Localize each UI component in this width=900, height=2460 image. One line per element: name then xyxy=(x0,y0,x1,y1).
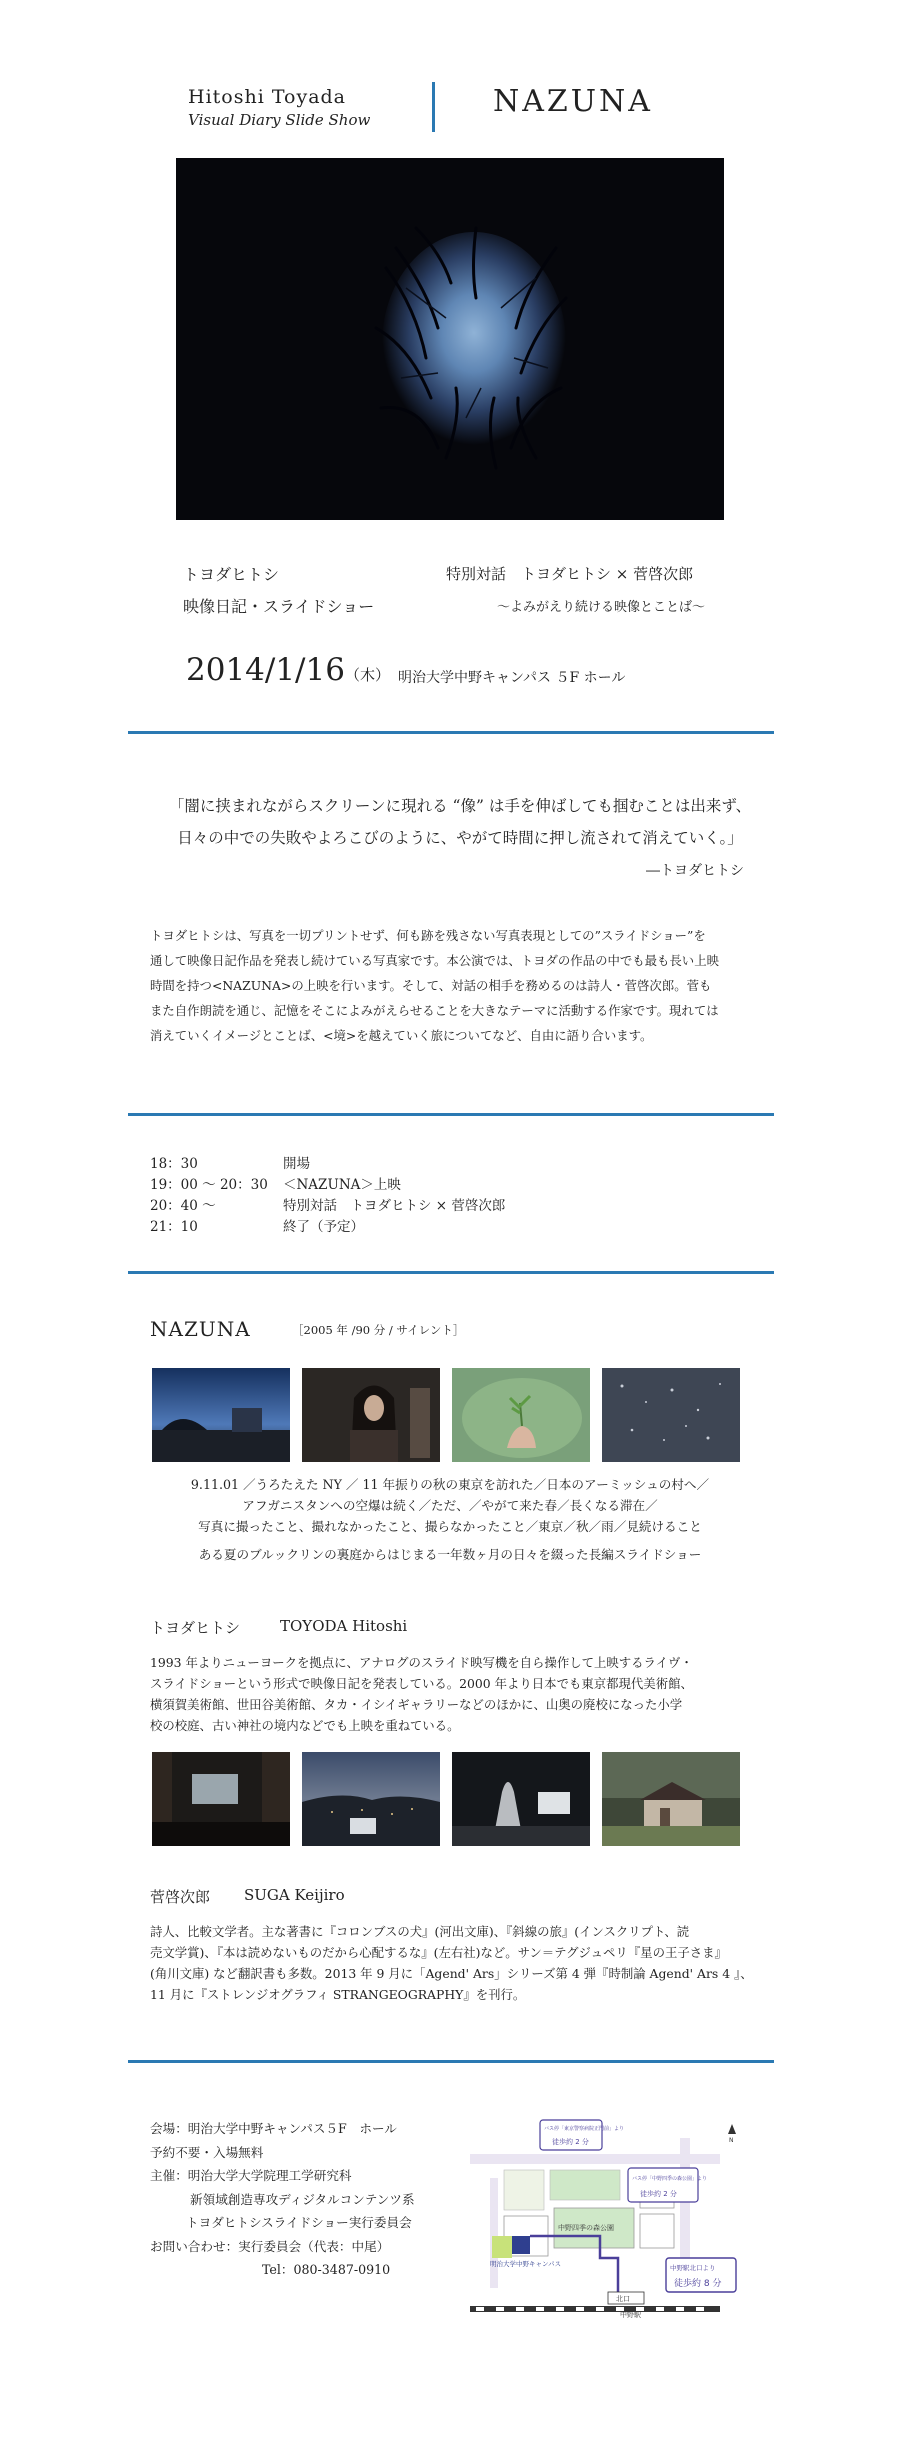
toyoda-bio-line: 校の校庭、古い神社の境内などでも上映を重ねている。 xyxy=(150,1718,460,1733)
info-organizer: 主催：明治大学大学院理工学研究科 xyxy=(150,2168,352,2183)
schedule-time: 20：40 ～ xyxy=(150,1198,216,1214)
quote-signature: ―トヨダヒトシ xyxy=(646,863,744,879)
divider-1 xyxy=(128,731,774,734)
info-contact: お問い合わせ：実行委員会（代表：中尾） xyxy=(150,2238,390,2254)
event-info xyxy=(150,2117,415,2282)
map-campus-label: 明治大学中野キャンパス xyxy=(490,2260,562,2268)
nazuna-caption xyxy=(150,1474,750,1537)
nazuna-caption-line: 写真に撮ったこと、撮れなかったこと、撮らなかったこと／東京／秋／雨／見続けること xyxy=(198,1519,702,1534)
event-weekday: （木） xyxy=(344,666,390,684)
info-organizer: 新領域創造専攻ディジタルコンテンツ系 xyxy=(190,2191,415,2207)
schedule-event: 終了（予定） xyxy=(283,1219,364,1235)
header-divider xyxy=(432,82,435,132)
nazuna-caption-line: 9.11.01 ／うろたえた NY ／ 11 年振りの秋の東京を訪れた／日本のアーミッシュの村へ／ xyxy=(190,1477,710,1492)
description-line: 時間を持つ<NAZUNA>の上映を行います。そして、対話の相手を務めるのは詩人・菅啓次郎。菅も xyxy=(150,978,712,993)
toyoda-photo-4 xyxy=(602,1752,740,1846)
toyoda-photo-schoolhouse xyxy=(602,1752,740,1846)
toyoda-photo-3 xyxy=(452,1752,590,1846)
intro-name-jp: トヨダヒトシ xyxy=(183,565,280,584)
event-date-value: 2014/1/16 xyxy=(186,652,345,688)
nazuna-photo-2 xyxy=(302,1368,440,1462)
map-station-label: 中野駅北口より xyxy=(670,2264,716,2272)
divider-3 xyxy=(128,1271,774,1274)
schedule-time: 18：30 xyxy=(150,1156,198,1172)
event-date xyxy=(186,652,390,688)
nazuna-photo-woman xyxy=(302,1368,440,1462)
header-title: NAZUNA xyxy=(493,84,653,119)
divider-2 xyxy=(128,1113,774,1116)
nazuna-photo-night-city xyxy=(152,1368,290,1462)
map-bus-walk-2: 徒歩約 2 分 xyxy=(640,2190,677,2198)
nazuna-photo-hand-plant xyxy=(452,1368,590,1462)
toyoda-bio-line: 横須賀美術館、世田谷美術館、タカ・イシイギャラリーなどのほかに、山奥の廃校になった小学 xyxy=(150,1697,683,1712)
toyoda-photo-1 xyxy=(152,1752,290,1846)
info-venue: 会場：明治大学中野キャンパス５F ホール xyxy=(150,2121,397,2136)
intro-slideshow-jp: 映像日記・スライドショー xyxy=(183,597,375,616)
map-exit-label: 北口 xyxy=(616,2295,630,2303)
schedule-time: 21：10 xyxy=(150,1219,198,1235)
map-north-label: N xyxy=(729,2137,734,2144)
suga-name-en: SUGA Keijiro xyxy=(244,1886,345,1904)
info-admission: 予約不要・入場無料 xyxy=(150,2144,264,2160)
intro-talk-label: 特別対話 トヨダヒトシ × 菅啓次郎 xyxy=(446,565,694,583)
toyoda-name-en: TOYODA Hitoshi xyxy=(280,1617,408,1635)
description-line: 消えていくイメージとことば、<境>を越えていく旅についてなど、自由に語り合います。 xyxy=(150,1028,653,1043)
quote-line-2: 日々の中での失敗やよろこびのように、やがて時間に押し流されて消えていく。」 xyxy=(177,829,743,847)
hero-moon-grass-photo xyxy=(176,158,724,520)
event-venue: 明治大学中野キャンパス ５F ホール xyxy=(398,670,626,686)
info-organizer: トヨダヒトシスライドショー実行委員会 xyxy=(186,2215,412,2230)
info-tel: Tel：080-3487-0910 xyxy=(262,2262,391,2277)
description-line: 通して映像日記作品を発表し続けている写真家です。本公演では、トヨダの作品の中でも最も長い上映 xyxy=(150,953,719,968)
map-bus-label-2: バス停「中野四季の森公園」より xyxy=(632,2176,708,2182)
toyoda-bio xyxy=(150,1652,758,1736)
map-bus-walk-1: 徒歩約 2 分 xyxy=(552,2138,589,2146)
map-station-name: 中野駅 xyxy=(620,2311,641,2318)
nazuna-meta: ［2005 年 /90 分 / サイレント］ xyxy=(292,1323,465,1337)
toyoda-photo-outdoor-audience xyxy=(452,1752,590,1846)
map-station-walk: 徒歩約 8 分 xyxy=(674,2279,722,2289)
toyoda-photo-2 xyxy=(302,1752,440,1846)
schedule-event: 特別対話 トヨダヒトシ × 菅啓次郎 xyxy=(283,1198,506,1214)
nazuna-photo-4 xyxy=(602,1368,740,1462)
suga-bio-line: 11 月に『ストレンジオグラフィ STRANGEOGRAPHY』を刊行。 xyxy=(150,1987,526,2002)
access-map xyxy=(470,2118,740,2318)
hero-image xyxy=(176,158,724,520)
nazuna-caption-line: アフガニスタンへの空爆は続く／ただ、／やがて来た春／長くなる滞在／ xyxy=(242,1498,658,1513)
quote-line-1: 「闇に挟まれながらスクリーンに現れる “像” は手を伸ばしても掴むことは出来ず、 xyxy=(168,797,752,815)
divider-4 xyxy=(128,2060,774,2063)
schedule-time: 19：00 ～ 20：30 xyxy=(150,1177,268,1193)
access-map-drawing xyxy=(470,2118,740,2318)
schedule-times xyxy=(150,1154,268,1238)
header-subtitle-en: Visual Diary Slide Show xyxy=(188,111,371,129)
toyoda-photo-dusk-valley xyxy=(302,1752,440,1846)
suga-bio xyxy=(150,1921,758,2005)
toyoda-photo-indoor-screening xyxy=(152,1752,290,1846)
nazuna-title: NAZUNA xyxy=(150,1317,251,1341)
schedule-event: 開場 xyxy=(283,1156,310,1172)
toyoda-bio-line: 1993 年よりニューヨークを拠点に、アナログのスライド映写機を自ら操作して上映するライヴ・ xyxy=(150,1655,693,1670)
suga-bio-line: 売文学賞)、『本は読めないものだから心配するな』(左右社)など。サン＝テグジュペリ『星の王子さま』 xyxy=(150,1945,727,1960)
nazuna-photo-snow xyxy=(602,1368,740,1462)
map-park-label: 中野四季の森公園 xyxy=(558,2224,614,2232)
header-name-en: Hitoshi Toyada xyxy=(188,86,347,108)
suga-bio-line: 詩人、比較文学者。主な著書に『コロンブスの犬』(河出文庫)、『斜線の旅』(インスクリプト、読 xyxy=(150,1924,690,1939)
nazuna-photo-3 xyxy=(452,1368,590,1462)
description xyxy=(150,923,760,1048)
toyoda-name-jp: トヨダヒトシ xyxy=(150,1619,241,1637)
schedule-event: ＜NAZUNA＞上映 xyxy=(283,1177,401,1193)
description-line: トヨダヒトシは、写真を一切プリントせず、何も跡を残さない写真表現としての”スライドショー”を xyxy=(150,928,706,943)
nazuna-summary: ある夏のブルックリンの裏庭からはじまる一年数ヶ月の日々を綴った長編スライドショー xyxy=(198,1547,702,1562)
suga-name-jp: 菅啓次郎 xyxy=(150,1888,211,1906)
suga-bio-line: (角川文庫) など翻訳書も多数。2013 年 9 月に「Agend' Ars」シリーズ第 4 弾『時制論 Agend' Ars 4 』、 xyxy=(150,1966,753,1981)
schedule-events xyxy=(283,1154,505,1238)
intro-talk-subtitle: ～よみがえり続ける映像とことば～ xyxy=(497,600,706,615)
toyoda-bio-line: スライドショーという形式で映像日記を発表している。2000 年より日本でも東京都現代美術館、 xyxy=(150,1676,693,1691)
nazuna-photo-1 xyxy=(152,1368,290,1462)
description-line: また自作朗読を通じ、記憶をそこによみがえらせることを大きなテーマに活動する作家です。現れては xyxy=(150,1003,719,1018)
map-bus-label-1: バス停「東京警察病院正門前」より xyxy=(544,2126,625,2132)
